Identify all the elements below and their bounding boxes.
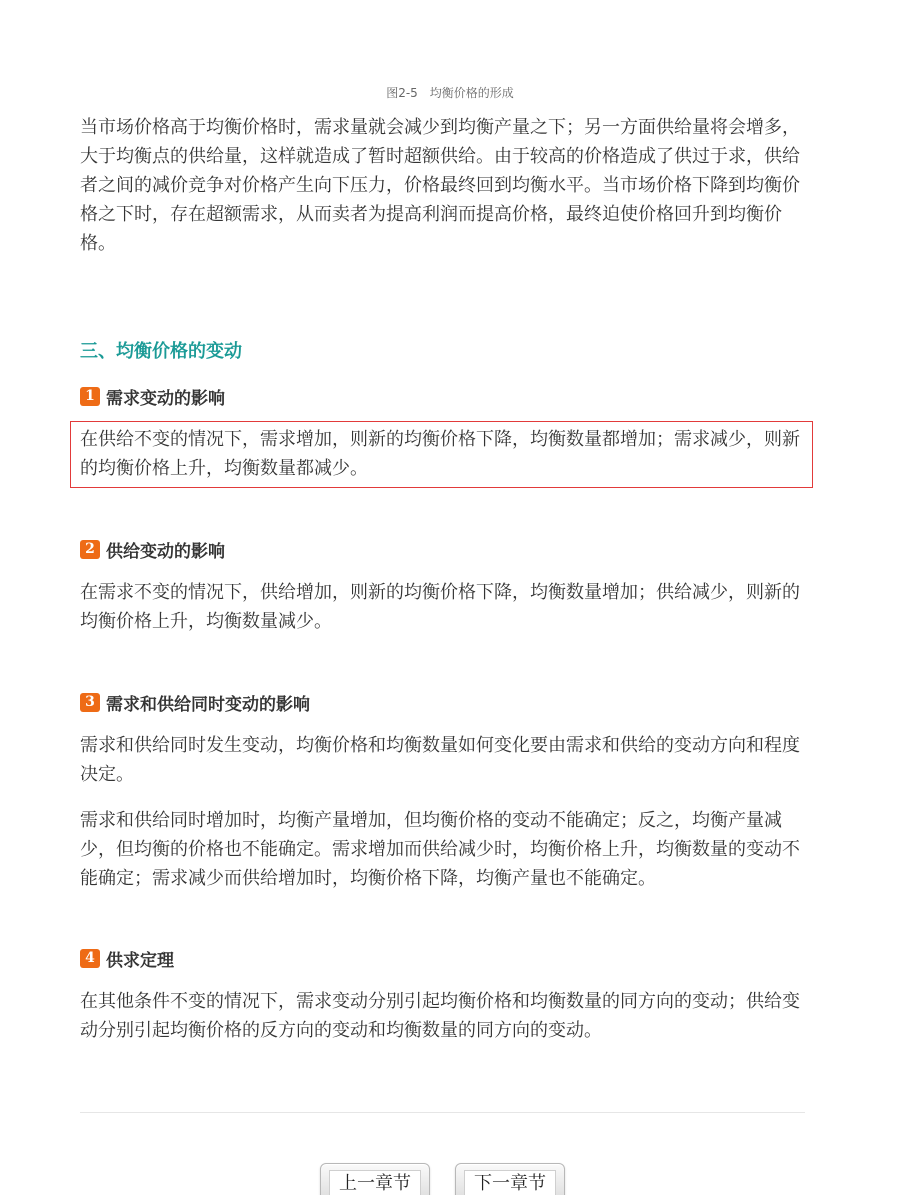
subsection-heading-text: 需求变动的影响 <box>106 388 225 409</box>
subsection-heading-text: 供给变动的影响 <box>106 541 225 562</box>
subsection-4-paragraph: 在其他条件不变的情况下，需求变动分别引起均衡价格和均衡数量的同方向的变动；供给变动分别引起均衡价格的反方向的变动和均衡数量的同方向的变动。 <box>80 991 800 1041</box>
subsection-1-paragraph: 在供给不变的情况下，需求增加，则新的均衡价格下降，均衡数量都增加；需求减少，则新的均衡价格上升，均衡数量都减少。 <box>80 429 800 479</box>
section-title: 三、均衡价格的变动 <box>80 341 242 362</box>
intro-paragraph: 当市场价格高于均衡价格时，需求量就会减少到均衡产量之下；另一方面供给量将会增多，大于均衡点的供给量，这样就造成了暂时超额供给。由于较高的价格造成了供过于求，供给者之间的减价竞争对价格产生向下压力，价格最终回到均衡水平。当市场价格下降到均衡价格之下时，存在超额需求，从而卖者为提高利润而提高价格，最终迫使价格回升到均衡价格。 <box>80 117 800 254</box>
prev-chapter-button[interactable] <box>320 1163 430 1195</box>
number-badge: 2 <box>80 540 100 559</box>
subsection-2-paragraph: 在需求不变的情况下，供给增加，则新的均衡价格下降，均衡数量增加；供给减少，则新的均衡价格上升，均衡数量减少。 <box>80 582 800 632</box>
number-badge: 3 <box>80 693 100 712</box>
next-chapter-button[interactable] <box>455 1163 565 1195</box>
subsection-heading-text: 供求定理 <box>106 950 174 971</box>
number-badge: 4 <box>80 949 100 968</box>
figure-caption: 图2-5 均衡价格的形成 <box>386 86 514 100</box>
subsection-3-paragraph-1: 需求和供给同时发生变动，均衡价格和均衡数量如何变化要由需求和供给的变动方向和程度决定。 <box>80 735 800 785</box>
subsection-heading-text: 需求和供给同时变动的影响 <box>106 694 310 715</box>
subsection-heading-3 <box>80 691 310 713</box>
next-chapter-label: 下一章节 <box>464 1170 556 1195</box>
prev-chapter-label: 上一章节 <box>329 1170 421 1195</box>
subsection-3-paragraph-2: 需求和供给同时增加时，均衡产量增加，但均衡价格的变动不能确定；反之，均衡产量减少，但均衡的价格也不能确定。需求增加而供给减少时，均衡价格上升，均衡数量的变动不能确定；需求减少而供给增加时，均衡价格下降，均衡产量也不能确定。 <box>80 810 800 889</box>
subsection-heading-1 <box>80 385 225 407</box>
subsection-heading-4 <box>80 947 174 969</box>
number-badge: 1 <box>80 387 100 406</box>
subsection-heading-2 <box>80 538 225 560</box>
divider <box>80 1112 805 1113</box>
